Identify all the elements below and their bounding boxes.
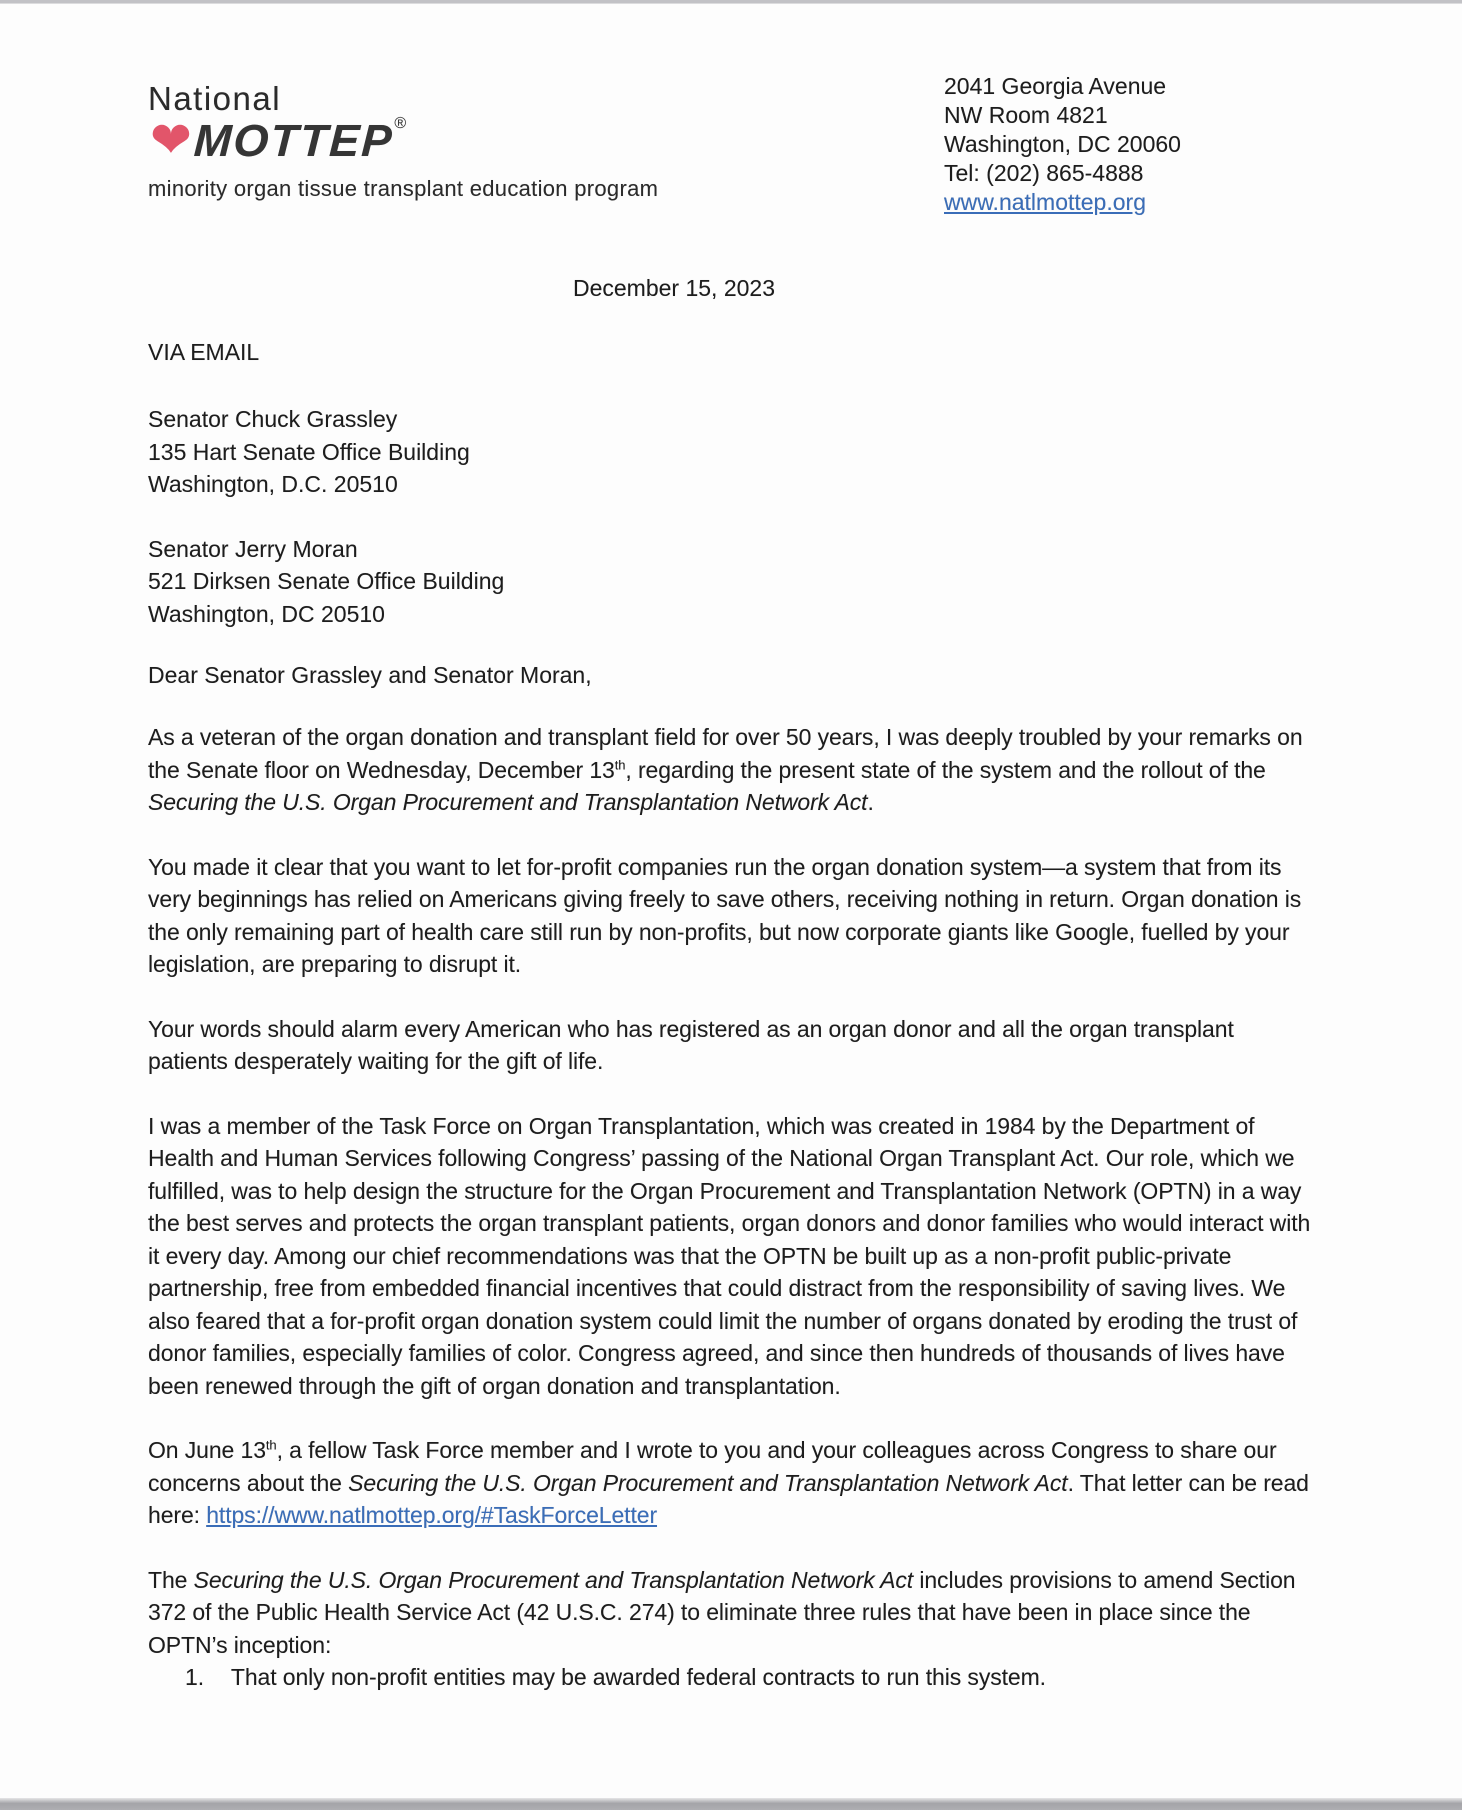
list-item-text: That only non-profit entities may be awarded federal contracts to run this system. — [230, 1664, 1046, 1690]
contact-city: Washington, DC 20060 — [944, 131, 1181, 157]
logo-brand-row — [150, 111, 658, 169]
recipient-city: Washington, DC 20510 — [148, 600, 385, 627]
contact-street: 2041 Georgia Avenue — [944, 73, 1167, 99]
letter-date: December 15, 2023 — [572, 275, 775, 301]
paragraph-3: Your words should alarm every American who has registered as an organ donor and all the organ transplant patients desperately waiting for the gift of life. — [148, 1015, 1234, 1074]
delivery-method: VIA EMAIL — [148, 339, 260, 365]
logo-national-text: National — [148, 80, 282, 117]
paragraph-1: As a veteran of the organ donation and transplant field for over 50 years, I was deeply troubled by your remarks on the Senate floor on Wednesday, December 13th, regarding the present state of the system and the rollout of the Securing the U.S. Organ Procurement and Transplantation Network Act. — [148, 724, 1303, 815]
letterhead — [148, 0, 1314, 275]
paragraph-5: On June 13th, a fellow Task Force member and I wrote to you and your colleagues across Congress to share our concerns about the Securing the U.S. Organ Procurement and Transplantation Network Act. That letter can be read here: https://www.natlmottep.org/#TaskForceLetter — [148, 1437, 1309, 1528]
registered-trademark-icon: ® — [394, 115, 407, 132]
logo-brand-text: MOTTEP — [192, 115, 395, 166]
contact-phone: Tel: (202) 865-4888 — [944, 160, 1144, 186]
taskforce-letter-link[interactable]: https://www.natlmottep.org/#TaskForceLetter — [206, 1502, 658, 1528]
mottep-logo — [148, 80, 658, 202]
recipient-grassley — [148, 403, 1314, 501]
letter-content — [148, 0, 1314, 1694]
recipient-moran — [148, 533, 1314, 631]
paragraph-6: The Securing the U.S. Organ Procurement and Transplantation Network Act includes provisions to amend Section 372 of the Public Health Service Act (42 U.S.C. 274) to eliminate three rules that have been in place since the OPTN’s inception: — [148, 1566, 1296, 1658]
logo-tagline: minority organ tissue transplant education program — [148, 176, 659, 201]
contact-room: NW Room 4821 — [944, 102, 1108, 128]
recipient-name: Senator Chuck Grassley — [148, 406, 398, 432]
recipient-city: Washington, D.C. 20510 — [148, 471, 398, 497]
recipient-address: 521 Dirksen Senate Office Building — [148, 568, 505, 594]
salutation: Dear Senator Grassley and Senator Moran, — [148, 662, 592, 688]
paragraph-4: I was a member of the Task Force on Organ Transplantation, which was created in 1984 by the Department of Health and Human Services following Congress’ passing of the National Organ Transplant Act. Our role, which we fulfilled, was to help design the structure for the Organ Procurement and Transplantation Network (OPTN) in a way the best serves and protects the organ transplant patients, organ donors and donor families who would interact with it every day. Among our chief recommendations was that the OPTN be built up as a non-profit public-private partnership, free from embedded financial incentives that could distract from the responsibility of saving lives. We also feared that a for-profit organ donation system could limit the number of organs donated by eroding the trust of donor families, especially families of color. Congress agreed, and since then hundreds of thousands of lives have been renewed through the gift of organ donation and transplantation. — [148, 1112, 1311, 1399]
paragraph-2: You made it clear that you want to let for-profit companies run the organ donation system—a system that from its very beginnings has relied on Americans giving freely to save others, receiving nothing in return. Organ donation is the only remaining part of health care still run by non-profits, but now corporate giants like Google, fuelled by your legislation, are preparing to disrupt it. — [148, 853, 1302, 977]
list-item-1 — [148, 1661, 1314, 1694]
heart-icon: ❤ — [150, 111, 192, 169]
recipient-name: Senator Jerry Moran — [148, 535, 358, 562]
recipient-address: 135 Hart Senate Office Building — [148, 438, 470, 465]
page-bottom-edge — [0, 1798, 1462, 1810]
list-item-number: 1. — [185, 1664, 204, 1690]
website-link[interactable]: www.natlmottep.org — [944, 189, 1146, 215]
contact-block — [944, 72, 1181, 217]
